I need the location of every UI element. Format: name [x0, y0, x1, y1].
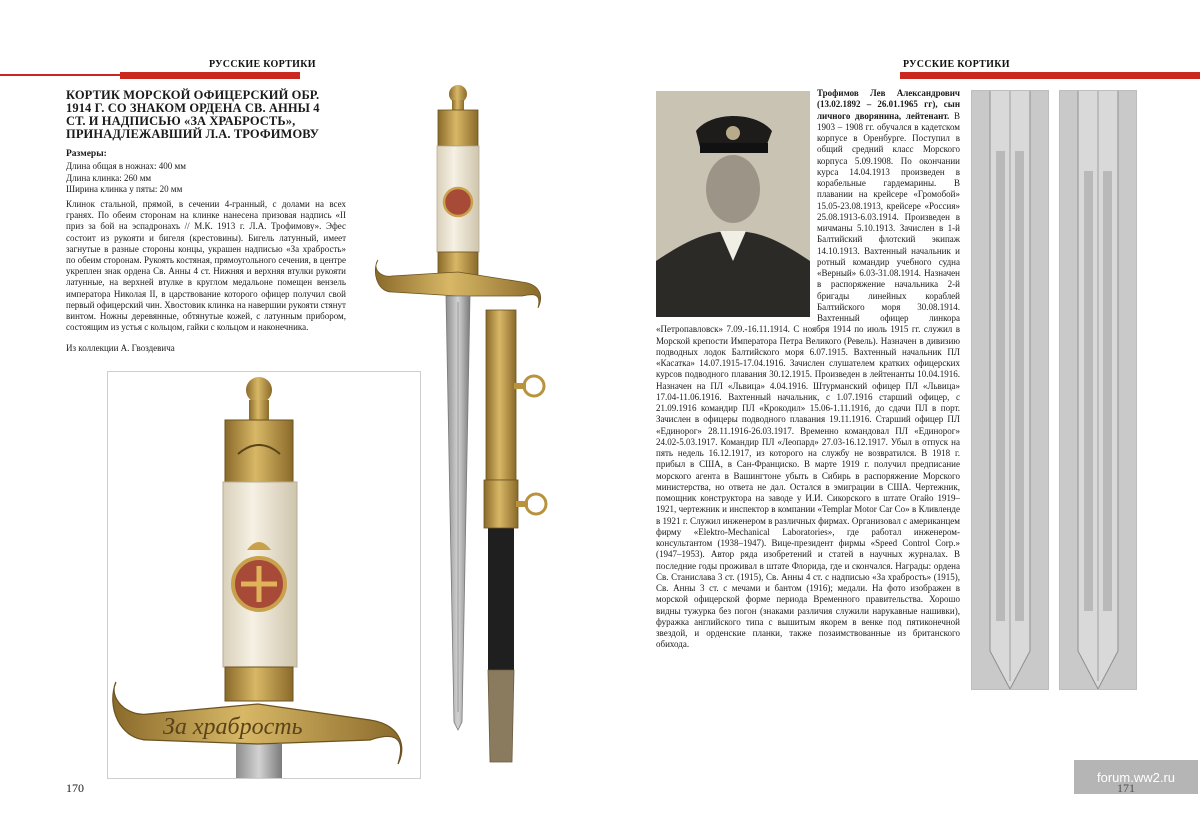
sizes-list: [66, 161, 186, 196]
scabbard-illustration: [478, 300, 558, 770]
size-item: Длина общая в ножнах: 400 мм: [66, 161, 186, 171]
header-rule-left-thin: [0, 74, 120, 76]
right-page: [600, 0, 1200, 822]
header-rule-right: [900, 72, 1200, 79]
running-header-right: РУССКИЕ КОРТИКИ: [903, 59, 1010, 70]
forum-watermark: forum.ww2.ru: [1074, 760, 1198, 794]
size-item: Длина клинка: 260 мм: [66, 172, 152, 183]
size-item: Ширина клинка у пяты: 20 мм: [66, 184, 183, 194]
page-number-left: 170: [66, 781, 84, 795]
description-text: Клинок стальной, прямой, в сечении 4-гранный, с долами на всех гранях. По обеим сторонам на клинке нанесена призовая надпись «II приз за бой на эспадронахъ // М.К. 1913 г. Л.А. Трофимову». Эфес состоит из рукояти и бигеля (крестовины). Бигель латунный, имеет загнутые в разные стороны концы, украшен надписью «За храбрость» по обеим сторонам. Рукоять костяная, прямоугольного сечения, в центре укреплен знак ордена Св. Анны 4 ст. Нижняя и верхняя втулки рукояти латунные, на верхней втулке в круглом медальоне помещен вензель императора Николая II, в царствование которого офицер получил свой первый офицерский чин. Хвостовик клинка на навершии рукояти стянут винтом. Ножны деревянные, обтянутые кожей, с латунным прибором, состоящим из устья с кольцом, гайки с кольцом и наконечника.: [66, 199, 346, 333]
sizes-label: Размеры:: [66, 149, 107, 159]
guard-inscription: За храбрость: [163, 714, 303, 740]
running-header-left: РУССКИЕ КОРТИКИ: [209, 59, 316, 70]
article-title: КОРТИК МОРСКОЙ ОФИЦЕРСКИЙ ОБР. 1914 Г. СО ЗНАКОМ ОРДЕНА СВ. АННЫ 4 СТ. И НАДПИСЬЮ «ЗА ХРАБРОСТЬ», ПРИНАДЛЕЖАВШИЙ Л.А. ТРОФИМОВУ: [66, 88, 320, 141]
header-rule-left: [120, 72, 300, 79]
bio-text: В 1903 – 1908 гг. обучался в кадетском корпусе в Оренбурге. Поступил в общий средний класс Морского корпуса 5.09.1908. По окончании курса 14.04.1913 произведен в корабельные гардемарины. В плавании на крейсере «Громобой» 15.05-23.08.1913, крейсере «Россия» 25.08.1913-6.03.1914. Произведен в мичманы 5.10.1913. Зачислен в 1-й Балтийский флотский экипаж 14.10.1913. Вахтенный начальник и ротный командир учебного судна «Верный» 6.03-31.08.1914. Назначен в распоряжение начальника 2-й бригады линейных кораблей Балтийского моря 30.08.1914. Вахтенный офицер линкора «Петропавловск» 7.09.-16.11.1914. С ноября 1914 по июль 1915 гг. служил в Морской крепости Императора Петра Великого (Ревель). Назначен в дивизию подводных лодок Балтийского моря 6.07.1915. Вахтенный начальник ПЛ «Касатка» 14.07.1915-17.04.1916. Зачислен слушателем кратких офицерских курсов подводного плавания 30.12.1915. Произведен в лейтенанты 10.04.1916. Назначен на ПЛ «Львица» 4.04.1916. Штурманский офицер ПЛ «Львица» 17.04-11.06.1916. Вахтенный начальник, с 1.07.1916 старший офицер, с 21.09.1916 командир ПЛ «Крокодил» 15.06-1.11.1916, до сдачи ПЛ в порт. Зачислен в офицеры подводного плавания 19.11.1916. Старший офицер ПЛ «Единорог» 28.11.1916-26.03.1917. Временно командовал ПЛ «Единорог» 24.02-5.03.1917. Командир ПЛ «Леопард» 27.03-16.12.1917. Убыл в отпуск на пять недель 16.12.1917, из которого на службу не возвратился. В 1918 г. прибыл в США, в Сан-Франциско. В марте 1919 г. получил предписание морского агента в Вашингтоне убыть в Сибирь в распоряжение Морского министерства, но ответа не дал. Остался в эмиграции в США. Чертежник, помощник конструктора на заводе у И.И. Сикорского в штате Огайо 1919–1921, чертежник и инспектор в компании «Templar Motor Car Co» в Кливленде в 1921 г. Служил инженером в различных фирмах. Организовал с американцем фирму «Elektro-Mechanical Laboratories», где работал инженером-консультантом (1938–1947). Вице-президент фирмы «Speed Control Corp.» (1947–1953). Автор ряда изобретений и статей в научных журналах. В последние годы проживал в штате Флорида, где и скончался. Награды: ордена Св. Станислава 3 ст. (1915), Св. Анны 4 ст. с надписью «За храбрость» (1915), Св. Анны 3 ст. с мечами и бантом (1916); медали. На фото изображен в морской офицерской форме периода Временного правительства. Хорошо видны тужурка без погон (знаками различия служили нарукавные нашивки), фуражка английского типа с вышитым якорем в венке под пятиконечной звездой, и орденские планки, также позаимствованные из британского обихода.: [656, 110, 961, 650]
provenance-text: Из коллекции А. Гвоздевича: [66, 343, 175, 353]
blade-engraving-photo-2: [1059, 90, 1137, 690]
biography: [656, 88, 960, 651]
pommel-ball-icon: [246, 377, 272, 403]
bio-name: Трофимов Лев Александрович (13.02.1892 – 26.01.1965 гг), сын личного дворянина, лейтенант.: [817, 88, 960, 121]
blade-engraving-photo-1: [971, 90, 1049, 690]
